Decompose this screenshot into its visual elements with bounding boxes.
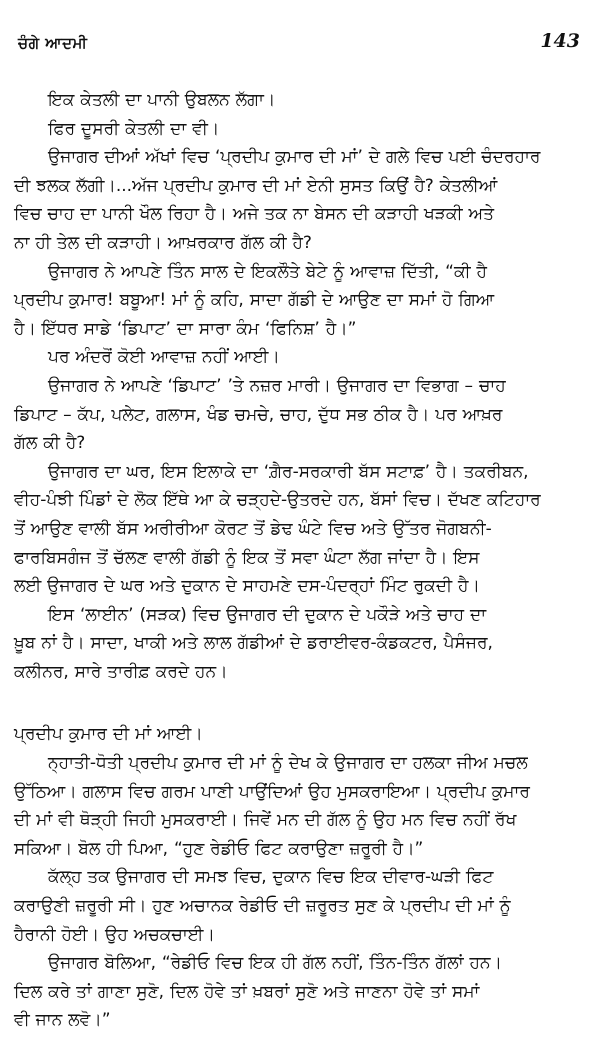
text-line: ਉੱਠਿਆ। ਗਲਾਸ ਵਿਚ ਗਰਮ ਪਾਣੀ ਪਾਉਂਦਿਆਂ ਉਹ ਮੁਸਕਰਾਇਆ। ਪ੍ਰਦੀਪ ਕੁਮਾਰ — [14, 781, 530, 802]
text-line: ਉਜਾਗਰ ਦੀਆਂ ਅੱਖਾਂ ਵਿਚ ‘ਪ੍ਰਦੀਪ ਕੁਮਾਰ ਦੀ ਮਾਂ’ ਦੇ ਗਲੇ ਵਿਚ ਪਈ ਚੰਦਰਹਾਰ — [48, 147, 541, 168]
body-text — [14, 86, 574, 1035]
text-line: ਫਾਰਬਿਸਗੰਜ ਤੋਂ ਚੱਲਣ ਵਾਲੀ ਗੱਡੀ ਨੂੰ ਇਕ ਤੋਂ ਸਵਾ ਘੰਟਾ ਲੱਗ ਜਾਂਦਾ ਹੈ। ਇਸ — [14, 547, 480, 568]
paragraph — [14, 601, 574, 687]
text-line: ਤੋਂ ਆਉਣ ਵਾਲੀ ਬੱਸ ਅਰੀਰੀਆ ਕੋਰਟ ਤੋਂ ਡੇਢ ਘੰਟੇ ਵਿਚ ਅਤੇ ਉੱਤਰ ਜੋਗਬਨੀ- — [14, 518, 492, 539]
text-line: ਵੀਹ-ਪੰਝੀ ਪਿੰਡਾਂ ਦੇ ਲੋਕ ਇੱਥੇ ਆ ਕੇ ਚੜ੍ਹਦੇ-ਉਤਰਦੇ ਹਨ, ਬੱਸਾਂ ਵਿਚ। ਦੱਖਣ ਕਟਿਹਾਰ — [14, 490, 541, 511]
paragraph — [14, 720, 574, 749]
text-line: ਉਜਾਗਰ ਨੇ ਆਪਣੇ ‘ਡਿਪਾਟ’ ’ਤੇ ਨਜ਼ਰ ਮਾਰੀ। ਉਜਾਗਰ ਦਾ ਵਿਭਾਗ – ਚਾਹ — [48, 375, 506, 396]
text-line: ਗੱਲ ਕੀ ਹੈ? — [14, 433, 86, 454]
paragraph — [14, 343, 574, 372]
text-line: ਹੈਰਾਨੀ ਹੋਈ। ਉਹ ਅਚਕਚਾਈ। — [14, 924, 215, 945]
page-number: 143 — [540, 30, 580, 52]
text-line: ਲਈ ਉਜਾਗਰ ਦੇ ਘਰ ਅਤੇ ਦੁਕਾਨ ਦੇ ਸਾਹਮਣੇ ਦਸ-ਪੰਦਰ੍ਹਾਂ ਮਿੰਟ ਰੁਕਦੀ ਹੈ। — [14, 576, 480, 597]
text-line: ਦੀ ਮਾਂ ਵੀ ਥੋੜ੍ਹੀ ਜਿਹੀ ਮੁਸਕਰਾਈ। ਜਿਵੇਂ ਮਨ ਦੀ ਗੱਲ ਨੂੰ ਉਹ ਮਨ ਵਿਚ ਨਹੀਂ ਰੱਖ — [14, 810, 517, 831]
text-line: ਪ੍ਰਦੀਪ ਕੁਮਾਰ ਦੀ ਮਾਂ ਆਈ। — [14, 724, 203, 745]
text-line: ਹੈ। ਇੱਧਰ ਸਾਡੇ ‘ਡਿਪਾਟ’ ਦਾ ਸਾਰਾ ਕੰਮ ‘ਫਿਨਿਸ਼’ ਹੈ।” — [14, 318, 357, 339]
text-line: ਦਿਲ ਕਰੇ ਤਾਂ ਗਾਣਾ ਸੁਣੋ, ਦਿਲ ਹੋਵੇ ਤਾਂ ਖ਼ਬਰਾਂ ਸੁਣੋ ਅਤੇ ਜਾਣਨਾ ਹੋਵੇ ਤਾਂ ਸਮਾਂ — [14, 981, 480, 1002]
paragraph — [14, 115, 574, 144]
text-line: ਨ੍ਹਾਤੀ-ਧੋਤੀ ਪ੍ਰਦੀਪ ਕੁਮਾਰ ਦੀ ਮਾਂ ਨੂੰ ਦੇਖ ਕੇ ਉਜਾਗਰ ਦਾ ਹਲਕਾ ਜੀਅ ਮਚਲ — [48, 753, 528, 774]
text-line: ਖ਼ੂਬ ਨਾਂ ਹੈ। ਸਾਦਾ, ਖਾਕੀ ਅਤੇ ਲਾਲ ਗੱਡੀਆਂ ਦੇ ਡਰਾਈਵਰ-ਕੰਡਕਟਰ, ਪੈਸੰਜਰ, — [14, 633, 493, 654]
paragraph — [14, 372, 574, 458]
paragraph — [14, 143, 574, 257]
text-line: ਉਜਾਗਰ ਬੋਲਿਆ, “ਰੇਡੀਓ ਵਿਚ ਇਕ ਹੀ ਗੱਲ ਨਹੀਂ, ਤਿੰਨ-ਤਿੰਨ ਗੱਲਾਂ ਹਨ। — [48, 953, 502, 974]
paragraph — [14, 458, 574, 601]
text-line: ਪਰ ਅੰਦਰੋਂ ਕੋਈ ਆਵਾਜ਼ ਨਹੀਂ ਆਈ। — [48, 347, 280, 368]
paragraph — [14, 863, 574, 949]
text-line: ਕਰਾਉਣੀ ਜ਼ਰੂਰੀ ਸੀ। ਹੁਣ ਅਚਾਨਕ ਰੇਡੀਓ ਦੀ ਜ਼ਰੂਰਤ ਸੁਣ ਕੇ ਪ੍ਰਦੀਪ ਦੀ ਮਾਂ ਨੂੰ — [14, 896, 511, 917]
text-line: ਵਿਚ ਚਾਹ ਦਾ ਪਾਨੀ ਖੌਲ ਰਿਹਾ ਹੈ। ਅਜੇ ਤਕ ਨਾ ਬੇਸਨ ਦੀ ਕੜਾਹੀ ਖੜਕੀ ਅਤੇ — [14, 204, 494, 225]
text-line: ਵੀ ਜਾਨ ਲਵੋ।” — [14, 1010, 111, 1031]
text-line: ਉਜਾਗਰ ਨੇ ਆਪਣੇ ਤਿੰਨ ਸਾਲ ਦੇ ਇਕਲੌਤੇ ਬੇਟੇ ਨੂੰ ਆਵਾਜ਼ ਦਿੱਤੀ, “ਕੀ ਹੈ — [48, 261, 487, 282]
text-line: ਨਾ ਹੀ ਤੇਲ ਦੀ ਕੜਾਹੀ। ਆਖ਼ਰਕਾਰ ਗੱਲ ਕੀ ਹੈ? — [14, 232, 312, 253]
text-line: ਕਲੀਨਰ, ਸਾਰੇ ਤਾਰੀਫ਼ ਕਰਦੇ ਹਨ। — [14, 661, 228, 682]
text-line: ਉਜਾਗਰ ਦਾ ਘਰ, ਇਸ ਇਲਾਕੇ ਦਾ ‘ਗ਼ੈਰ-ਸਰਕਾਰੀ ਬੱਸ ਸਟਾਫ਼’ ਹੈ। ਤਕਰੀਬਨ, — [48, 461, 529, 482]
text-line: ਫਿਰ ਦੂਸਰੀ ਕੇਤਲੀ ਦਾ ਵੀ। — [48, 118, 220, 139]
paragraph — [14, 86, 574, 115]
running-head-title: ਚੰਗੇ ਆਦਮੀ — [18, 34, 88, 52]
text-line: ਕੱਲ੍ਹ ਤਕ ਉਜਾਗਰ ਦੀ ਸਮਝ ਵਿਚ, ਦੁਕਾਨ ਵਿਚ ਇਕ ਦੀਵਾਰ-ਘੜੀ ਫਿਟ — [48, 867, 494, 888]
text-line: ਇਸ ‘ਲਾਈਨ’ (ਸੜਕ) ਵਿਚ ਉਜਾਗਰ ਦੀ ਦੁਕਾਨ ਦੇ ਪਕੌੜੇ ਅਤੇ ਚਾਹ ਦਾ — [48, 604, 487, 625]
section-break — [14, 686, 574, 720]
paragraph — [14, 749, 574, 863]
text-line: ਇਕ ਕੇਤਲੀ ਦਾ ਪਾਨੀ ਉਬਲਨ ਲੱਗਾ। — [48, 90, 276, 110]
text-line: ਦੀ ਝਲਕ ਲੱਗੀ।...ਅੱਜ ਪ੍ਰਦੀਪ ਕੁਮਾਰ ਦੀ ਮਾਂ ਏਨੀ ਸੁਸਤ ਕਿਉਂ ਹੈ? ਕੇਤਲੀਆਂ — [14, 175, 498, 196]
paragraph — [14, 258, 574, 344]
text-line: ਡਿਪਾਟ – ਕੱਪ, ਪਲੇਟ, ਗਲਾਸ, ਖੰਡ ਚਮਚੇ, ਚਾਹ, ਦੁੱਧ ਸਭ ਠੀਕ ਹੈ। ਪਰ ਆਖ਼ਰ — [14, 404, 503, 425]
paragraph — [14, 949, 574, 1035]
text-line: ਪ੍ਰਦੀਪ ਕੁਮਾਰ! ਬਬੂਆ! ਮਾਂ ਨੂੰ ਕਹਿ, ਸਾਦਾ ਗੱਡੀ ਦੇ ਆਉਣ ਦਾ ਸਮਾਂ ਹੋ ਗਿਆ — [14, 290, 495, 311]
text-line: ਸਕਿਆ। ਬੋਲ ਹੀ ਪਿਆ, “ਹੁਣ ਰੇਡੀਓ ਫਿਟ ਕਰਾਉਣਾ ਜ਼ਰੂਰੀ ਹੈ।” — [14, 838, 424, 859]
